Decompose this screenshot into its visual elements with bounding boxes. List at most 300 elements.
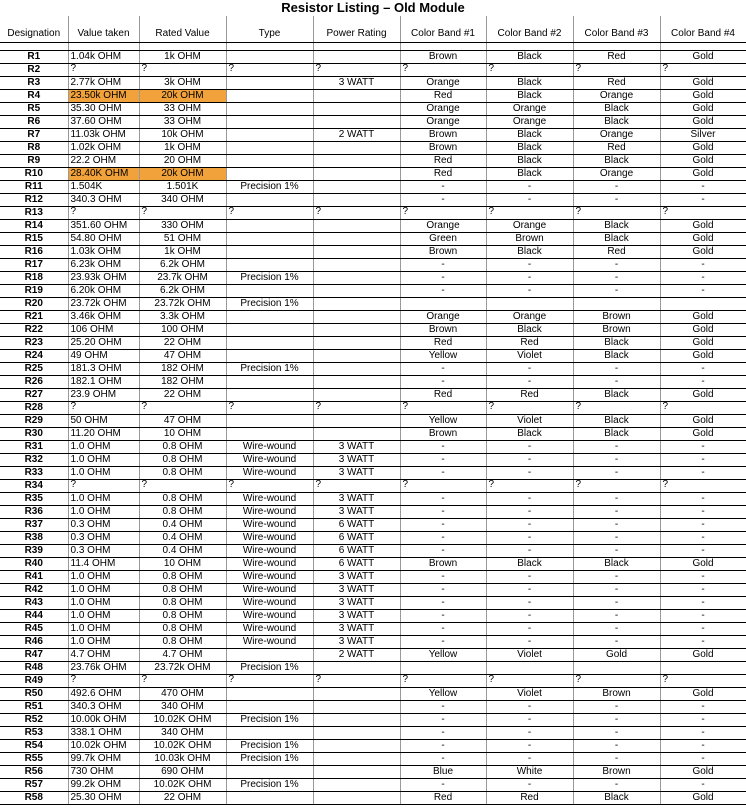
cell-value-taken[interactable]: 10.02k OHM — [68, 739, 139, 752]
cell-power-rating[interactable]: 2 WATT — [313, 648, 400, 661]
cell-color-band-4[interactable]: Gold — [660, 791, 746, 804]
cell-power-rating[interactable]: 3 WATT — [313, 492, 400, 505]
cell-color-band-4[interactable] — [660, 661, 746, 674]
cell-rated-value[interactable]: 0.4 OHM — [139, 518, 226, 531]
cell-value-taken[interactable]: 50 OHM — [68, 414, 139, 427]
cell-value-taken[interactable]: ? — [68, 206, 139, 219]
cell-rated-value[interactable]: 0.4 OHM — [139, 531, 226, 544]
cell-color-band-4[interactable]: Gold — [660, 414, 746, 427]
cell-type[interactable]: Wire-wound — [226, 622, 313, 635]
cell-power-rating[interactable] — [313, 661, 400, 674]
cell-color-band-4[interactable]: Gold — [660, 310, 746, 323]
cell-color-band-4[interactable]: Gold — [660, 336, 746, 349]
cell-rated-value[interactable]: 33 OHM — [139, 102, 226, 115]
header-color-band-3[interactable]: Color Band #3 — [573, 16, 660, 42]
cell-color-band-1[interactable]: Yellow — [400, 648, 486, 661]
cell-designation[interactable]: R49 — [0, 674, 68, 687]
cell-type[interactable]: Wire-wound — [226, 609, 313, 622]
cell-color-band-2[interactable]: - — [486, 466, 573, 479]
cell-value-taken[interactable]: 351.60 OHM — [68, 219, 139, 232]
cell-color-band-3[interactable]: - — [573, 440, 660, 453]
cell-color-band-2[interactable]: Violet — [486, 414, 573, 427]
cell-value-taken[interactable]: 1.0 OHM — [68, 609, 139, 622]
cell-value-taken[interactable]: 1.0 OHM — [68, 453, 139, 466]
cell-rated-value[interactable]: 182 OHM — [139, 362, 226, 375]
cell-rated-value[interactable]: 340 OHM — [139, 726, 226, 739]
cell-color-band-2[interactable]: Black — [486, 154, 573, 167]
cell-color-band-3[interactable]: ? — [573, 401, 660, 414]
cell-color-band-1[interactable]: - — [400, 518, 486, 531]
cell-color-band-2[interactable]: Violet — [486, 349, 573, 362]
cell-designation[interactable]: R45 — [0, 622, 68, 635]
cell-type[interactable] — [226, 388, 313, 401]
cell-rated-value[interactable]: ? — [139, 401, 226, 414]
cell-type[interactable] — [226, 89, 313, 102]
cell-color-band-1[interactable]: ? — [400, 401, 486, 414]
cell-value-taken[interactable]: 99.2k OHM — [68, 778, 139, 791]
cell-designation[interactable]: R12 — [0, 193, 68, 206]
cell-color-band-3[interactable]: - — [573, 362, 660, 375]
cell-power-rating[interactable] — [313, 284, 400, 297]
cell-power-rating[interactable]: ? — [313, 206, 400, 219]
empty-cell[interactable] — [68, 42, 139, 50]
cell-rated-value[interactable]: ? — [139, 674, 226, 687]
cell-power-rating[interactable] — [313, 180, 400, 193]
cell-value-taken[interactable]: 492.6 OHM — [68, 687, 139, 700]
cell-color-band-4[interactable]: - — [660, 505, 746, 518]
cell-color-band-2[interactable]: Orange — [486, 115, 573, 128]
cell-designation[interactable]: R1 — [0, 50, 68, 63]
cell-power-rating[interactable]: 3 WATT — [313, 440, 400, 453]
cell-type[interactable] — [226, 687, 313, 700]
cell-color-band-3[interactable]: - — [573, 570, 660, 583]
cell-type[interactable] — [226, 258, 313, 271]
cell-value-taken[interactable]: 1.0 OHM — [68, 596, 139, 609]
cell-color-band-4[interactable]: Gold — [660, 557, 746, 570]
cell-color-band-3[interactable]: - — [573, 492, 660, 505]
cell-designation[interactable]: R51 — [0, 700, 68, 713]
cell-type[interactable]: Wire-wound — [226, 635, 313, 648]
cell-color-band-1[interactable]: Red — [400, 791, 486, 804]
cell-rated-value[interactable]: 4.7 OHM — [139, 648, 226, 661]
cell-color-band-1[interactable]: - — [400, 453, 486, 466]
cell-color-band-3[interactable]: - — [573, 739, 660, 752]
cell-rated-value[interactable]: 0.8 OHM — [139, 583, 226, 596]
cell-color-band-3[interactable]: ? — [573, 206, 660, 219]
cell-designation[interactable]: R58 — [0, 791, 68, 804]
cell-color-band-1[interactable]: Red — [400, 336, 486, 349]
cell-designation[interactable]: R31 — [0, 440, 68, 453]
cell-color-band-3[interactable] — [573, 661, 660, 674]
cell-power-rating[interactable]: 3 WATT — [313, 570, 400, 583]
cell-color-band-3[interactable]: - — [573, 518, 660, 531]
header-color-band-2[interactable]: Color Band #2 — [486, 16, 573, 42]
cell-color-band-4[interactable]: - — [660, 271, 746, 284]
cell-designation[interactable]: R9 — [0, 154, 68, 167]
cell-type[interactable] — [226, 284, 313, 297]
cell-value-taken[interactable]: 11.4 OHM — [68, 557, 139, 570]
cell-color-band-2[interactable]: - — [486, 284, 573, 297]
cell-type[interactable] — [226, 323, 313, 336]
cell-color-band-1[interactable]: - — [400, 362, 486, 375]
cell-rated-value[interactable]: ? — [139, 63, 226, 76]
cell-designation[interactable]: R39 — [0, 544, 68, 557]
cell-rated-value[interactable]: 22 OHM — [139, 336, 226, 349]
cell-power-rating[interactable] — [313, 271, 400, 284]
cell-rated-value[interactable]: 51 OHM — [139, 232, 226, 245]
cell-color-band-3[interactable]: ? — [573, 63, 660, 76]
cell-designation[interactable]: R50 — [0, 687, 68, 700]
cell-type[interactable]: Wire-wound — [226, 583, 313, 596]
cell-rated-value[interactable]: 1k OHM — [139, 50, 226, 63]
cell-rated-value[interactable]: 10.02K OHM — [139, 713, 226, 726]
cell-color-band-2[interactable]: - — [486, 505, 573, 518]
cell-color-band-3[interactable]: Black — [573, 219, 660, 232]
cell-value-taken[interactable]: 23.9 OHM — [68, 388, 139, 401]
cell-power-rating[interactable]: 3 WATT — [313, 76, 400, 89]
header-type[interactable]: Type — [226, 16, 313, 42]
cell-color-band-2[interactable]: ? — [486, 63, 573, 76]
cell-designation[interactable]: R17 — [0, 258, 68, 271]
cell-rated-value[interactable]: 0.8 OHM — [139, 635, 226, 648]
cell-designation[interactable]: R24 — [0, 349, 68, 362]
cell-rated-value[interactable]: 340 OHM — [139, 700, 226, 713]
cell-power-rating[interactable]: 3 WATT — [313, 635, 400, 648]
cell-type[interactable]: Precision 1% — [226, 297, 313, 310]
cell-color-band-2[interactable]: - — [486, 518, 573, 531]
cell-value-taken[interactable]: ? — [68, 401, 139, 414]
cell-rated-value[interactable]: 0.8 OHM — [139, 609, 226, 622]
cell-color-band-2[interactable]: - — [486, 778, 573, 791]
cell-color-band-3[interactable]: Gold — [573, 648, 660, 661]
cell-color-band-3[interactable]: - — [573, 596, 660, 609]
cell-value-taken[interactable]: ? — [68, 63, 139, 76]
cell-color-band-3[interactable]: Black — [573, 414, 660, 427]
cell-power-rating[interactable] — [313, 713, 400, 726]
cell-color-band-2[interactable]: Black — [486, 245, 573, 258]
cell-power-rating[interactable]: 3 WATT — [313, 453, 400, 466]
cell-value-taken[interactable]: 0.3 OHM — [68, 531, 139, 544]
cell-color-band-1[interactable]: Green — [400, 232, 486, 245]
cell-color-band-2[interactable]: Black — [486, 50, 573, 63]
cell-rated-value[interactable]: 10.03k OHM — [139, 752, 226, 765]
cell-rated-value[interactable]: 0.8 OHM — [139, 492, 226, 505]
cell-color-band-4[interactable]: - — [660, 180, 746, 193]
cell-color-band-1[interactable]: - — [400, 492, 486, 505]
cell-color-band-1[interactable]: ? — [400, 206, 486, 219]
cell-type[interactable] — [226, 375, 313, 388]
cell-color-band-1[interactable]: - — [400, 752, 486, 765]
cell-color-band-4[interactable]: Gold — [660, 232, 746, 245]
cell-designation[interactable]: R23 — [0, 336, 68, 349]
cell-color-band-3[interactable]: Black — [573, 557, 660, 570]
cell-type[interactable] — [226, 310, 313, 323]
cell-color-band-4[interactable]: Gold — [660, 323, 746, 336]
cell-color-band-2[interactable]: - — [486, 258, 573, 271]
cell-power-rating[interactable] — [313, 89, 400, 102]
cell-power-rating[interactable]: 6 WATT — [313, 518, 400, 531]
cell-type[interactable] — [226, 349, 313, 362]
cell-designation[interactable]: R53 — [0, 726, 68, 739]
cell-color-band-1[interactable]: - — [400, 271, 486, 284]
cell-color-band-4[interactable]: - — [660, 700, 746, 713]
cell-color-band-2[interactable]: Orange — [486, 219, 573, 232]
cell-color-band-2[interactable]: ? — [486, 206, 573, 219]
cell-type[interactable] — [226, 765, 313, 778]
cell-power-rating[interactable] — [313, 115, 400, 128]
cell-designation[interactable]: R40 — [0, 557, 68, 570]
cell-designation[interactable]: R35 — [0, 492, 68, 505]
cell-color-band-1[interactable]: - — [400, 739, 486, 752]
cell-color-band-3[interactable]: Black — [573, 154, 660, 167]
cell-color-band-1[interactable]: Brown — [400, 141, 486, 154]
cell-value-taken[interactable]: 1.03k OHM — [68, 245, 139, 258]
cell-color-band-1[interactable]: Red — [400, 89, 486, 102]
cell-color-band-1[interactable]: - — [400, 193, 486, 206]
cell-color-band-2[interactable]: - — [486, 713, 573, 726]
cell-type[interactable] — [226, 154, 313, 167]
cell-color-band-1[interactable]: Brown — [400, 427, 486, 440]
cell-type[interactable] — [226, 193, 313, 206]
cell-color-band-1[interactable]: Yellow — [400, 687, 486, 700]
cell-color-band-3[interactable]: Orange — [573, 128, 660, 141]
cell-type[interactable]: Precision 1% — [226, 739, 313, 752]
cell-color-band-4[interactable]: - — [660, 635, 746, 648]
cell-power-rating[interactable] — [313, 297, 400, 310]
cell-rated-value[interactable]: 100 OHM — [139, 323, 226, 336]
cell-rated-value[interactable]: 6.2k OHM — [139, 284, 226, 297]
cell-rated-value[interactable]: 0.8 OHM — [139, 596, 226, 609]
cell-designation[interactable]: R20 — [0, 297, 68, 310]
cell-type[interactable] — [226, 141, 313, 154]
cell-color-band-3[interactable]: - — [573, 635, 660, 648]
cell-color-band-2[interactable]: - — [486, 726, 573, 739]
cell-color-band-3[interactable]: - — [573, 505, 660, 518]
cell-power-rating[interactable] — [313, 349, 400, 362]
cell-rated-value[interactable]: 3k OHM — [139, 76, 226, 89]
cell-color-band-1[interactable]: Orange — [400, 76, 486, 89]
cell-value-taken[interactable]: ? — [68, 674, 139, 687]
cell-designation[interactable]: R4 — [0, 89, 68, 102]
cell-power-rating[interactable] — [313, 778, 400, 791]
cell-designation[interactable]: R54 — [0, 739, 68, 752]
cell-color-band-3[interactable]: Black — [573, 349, 660, 362]
cell-color-band-1[interactable]: - — [400, 284, 486, 297]
cell-power-rating[interactable] — [313, 375, 400, 388]
cell-color-band-2[interactable]: ? — [486, 674, 573, 687]
cell-color-band-2[interactable]: Red — [486, 791, 573, 804]
cell-color-band-3[interactable]: Black — [573, 791, 660, 804]
cell-designation[interactable]: R52 — [0, 713, 68, 726]
cell-color-band-2[interactable]: ? — [486, 401, 573, 414]
cell-value-taken[interactable]: 28.40K OHM — [68, 167, 139, 180]
cell-value-taken[interactable]: 25.30 OHM — [68, 791, 139, 804]
cell-type[interactable]: Wire-wound — [226, 518, 313, 531]
cell-color-band-2[interactable]: - — [486, 596, 573, 609]
cell-value-taken[interactable]: 10.00k OHM — [68, 713, 139, 726]
cell-designation[interactable]: R56 — [0, 765, 68, 778]
cell-color-band-1[interactable]: - — [400, 609, 486, 622]
cell-rated-value[interactable]: 0.8 OHM — [139, 505, 226, 518]
cell-rated-value[interactable]: 20 OHM — [139, 154, 226, 167]
cell-color-band-2[interactable]: - — [486, 375, 573, 388]
cell-color-band-3[interactable]: Black — [573, 232, 660, 245]
cell-color-band-4[interactable]: Gold — [660, 427, 746, 440]
cell-color-band-4[interactable]: Gold — [660, 245, 746, 258]
cell-color-band-1[interactable]: ? — [400, 674, 486, 687]
cell-designation[interactable]: R19 — [0, 284, 68, 297]
cell-value-taken[interactable]: 2.77k OHM — [68, 76, 139, 89]
cell-color-band-4[interactable]: - — [660, 453, 746, 466]
cell-color-band-4[interactable]: - — [660, 544, 746, 557]
cell-color-band-2[interactable]: White — [486, 765, 573, 778]
cell-value-taken[interactable]: 99.7k OHM — [68, 752, 139, 765]
cell-color-band-1[interactable]: ? — [400, 479, 486, 492]
cell-type[interactable]: Wire-wound — [226, 492, 313, 505]
cell-color-band-4[interactable]: - — [660, 440, 746, 453]
cell-color-band-2[interactable]: Orange — [486, 102, 573, 115]
cell-color-band-3[interactable]: - — [573, 466, 660, 479]
cell-value-taken[interactable]: 23.93k OHM — [68, 271, 139, 284]
cell-value-taken[interactable]: 0.3 OHM — [68, 518, 139, 531]
cell-power-rating[interactable]: 3 WATT — [313, 596, 400, 609]
cell-color-band-1[interactable]: Blue — [400, 765, 486, 778]
cell-color-band-1[interactable]: - — [400, 180, 486, 193]
cell-type[interactable]: Wire-wound — [226, 596, 313, 609]
cell-type[interactable]: Precision 1% — [226, 713, 313, 726]
cell-power-rating[interactable] — [313, 232, 400, 245]
cell-color-band-4[interactable]: Silver — [660, 128, 746, 141]
cell-color-band-2[interactable]: - — [486, 193, 573, 206]
cell-type[interactable]: Wire-wound — [226, 453, 313, 466]
cell-rated-value[interactable]: 330 OHM — [139, 219, 226, 232]
cell-color-band-4[interactable]: Gold — [660, 141, 746, 154]
cell-color-band-1[interactable]: - — [400, 635, 486, 648]
cell-color-band-4[interactable]: Gold — [660, 154, 746, 167]
empty-cell[interactable] — [313, 42, 400, 50]
cell-rated-value[interactable]: 0.4 OHM — [139, 544, 226, 557]
cell-designation[interactable]: R48 — [0, 661, 68, 674]
cell-rated-value[interactable]: 1k OHM — [139, 141, 226, 154]
cell-designation[interactable]: R55 — [0, 752, 68, 765]
cell-color-band-3[interactable]: - — [573, 180, 660, 193]
cell-power-rating[interactable]: ? — [313, 479, 400, 492]
cell-color-band-1[interactable]: Yellow — [400, 349, 486, 362]
cell-color-band-4[interactable]: - — [660, 583, 746, 596]
cell-type[interactable]: ? — [226, 479, 313, 492]
cell-color-band-4[interactable]: - — [660, 713, 746, 726]
cell-type[interactable]: Wire-wound — [226, 570, 313, 583]
cell-designation[interactable]: R28 — [0, 401, 68, 414]
cell-designation[interactable]: R37 — [0, 518, 68, 531]
cell-color-band-2[interactable]: Black — [486, 76, 573, 89]
cell-value-taken[interactable]: 11.03k OHM — [68, 128, 139, 141]
empty-cell[interactable] — [226, 42, 313, 50]
cell-color-band-4[interactable]: Gold — [660, 687, 746, 700]
cell-color-band-4[interactable]: ? — [660, 63, 746, 76]
cell-value-taken[interactable]: 6.23k OHM — [68, 258, 139, 271]
header-designation[interactable]: Designation — [0, 16, 68, 42]
cell-rated-value[interactable]: 47 OHM — [139, 414, 226, 427]
cell-color-band-2[interactable]: - — [486, 635, 573, 648]
cell-color-band-4[interactable]: - — [660, 609, 746, 622]
cell-color-band-3[interactable]: - — [573, 726, 660, 739]
cell-color-band-1[interactable]: - — [400, 258, 486, 271]
cell-color-band-2[interactable]: Black — [486, 141, 573, 154]
cell-designation[interactable]: R14 — [0, 219, 68, 232]
cell-color-band-2[interactable]: - — [486, 752, 573, 765]
cell-color-band-1[interactable]: - — [400, 583, 486, 596]
cell-color-band-3[interactable]: Black — [573, 388, 660, 401]
cell-type[interactable] — [226, 245, 313, 258]
cell-color-band-2[interactable]: - — [486, 492, 573, 505]
cell-color-band-2[interactable]: Violet — [486, 648, 573, 661]
cell-color-band-4[interactable]: - — [660, 752, 746, 765]
cell-type[interactable]: Wire-wound — [226, 466, 313, 479]
cell-color-band-2[interactable]: - — [486, 622, 573, 635]
cell-color-band-4[interactable]: Gold — [660, 167, 746, 180]
cell-value-taken[interactable]: 4.7 OHM — [68, 648, 139, 661]
cell-color-band-1[interactable]: Red — [400, 388, 486, 401]
cell-color-band-4[interactable]: Gold — [660, 102, 746, 115]
cell-designation[interactable]: R33 — [0, 466, 68, 479]
cell-designation[interactable]: R47 — [0, 648, 68, 661]
empty-cell[interactable] — [139, 42, 226, 50]
cell-color-band-1[interactable] — [400, 297, 486, 310]
cell-type[interactable]: ? — [226, 401, 313, 414]
cell-color-band-3[interactable]: - — [573, 752, 660, 765]
cell-color-band-2[interactable]: - — [486, 739, 573, 752]
cell-color-band-3[interactable]: - — [573, 531, 660, 544]
cell-power-rating[interactable]: ? — [313, 63, 400, 76]
cell-type[interactable]: Precision 1% — [226, 661, 313, 674]
cell-color-band-3[interactable]: Black — [573, 336, 660, 349]
cell-value-taken[interactable]: 35.30 OHM — [68, 102, 139, 115]
cell-value-taken[interactable]: 1.0 OHM — [68, 440, 139, 453]
cell-type[interactable] — [226, 427, 313, 440]
cell-power-rating[interactable] — [313, 310, 400, 323]
cell-color-band-2[interactable]: Black — [486, 167, 573, 180]
cell-color-band-4[interactable]: Gold — [660, 388, 746, 401]
cell-power-rating[interactable] — [313, 258, 400, 271]
cell-color-band-3[interactable]: Red — [573, 50, 660, 63]
cell-value-taken[interactable]: 1.504K — [68, 180, 139, 193]
cell-color-band-1[interactable]: - — [400, 596, 486, 609]
cell-color-band-4[interactable]: Gold — [660, 219, 746, 232]
cell-color-band-2[interactable]: - — [486, 453, 573, 466]
cell-rated-value[interactable]: ? — [139, 479, 226, 492]
cell-color-band-2[interactable]: Red — [486, 388, 573, 401]
cell-type[interactable] — [226, 336, 313, 349]
cell-value-taken[interactable]: 11.20 OHM — [68, 427, 139, 440]
cell-color-band-4[interactable]: - — [660, 518, 746, 531]
cell-designation[interactable]: R46 — [0, 635, 68, 648]
cell-color-band-2[interactable]: Black — [486, 427, 573, 440]
cell-rated-value[interactable]: 470 OHM — [139, 687, 226, 700]
cell-type[interactable]: ? — [226, 674, 313, 687]
header-value-taken[interactable]: Value taken — [68, 16, 139, 42]
cell-rated-value[interactable]: 0.8 OHM — [139, 453, 226, 466]
cell-color-band-4[interactable]: ? — [660, 674, 746, 687]
cell-power-rating[interactable] — [313, 336, 400, 349]
cell-color-band-3[interactable]: - — [573, 700, 660, 713]
cell-rated-value[interactable]: 182 OHM — [139, 375, 226, 388]
cell-designation[interactable]: R6 — [0, 115, 68, 128]
cell-value-taken[interactable]: 25.20 OHM — [68, 336, 139, 349]
cell-power-rating[interactable]: 3 WATT — [313, 583, 400, 596]
cell-type[interactable] — [226, 167, 313, 180]
cell-color-band-3[interactable]: Orange — [573, 167, 660, 180]
